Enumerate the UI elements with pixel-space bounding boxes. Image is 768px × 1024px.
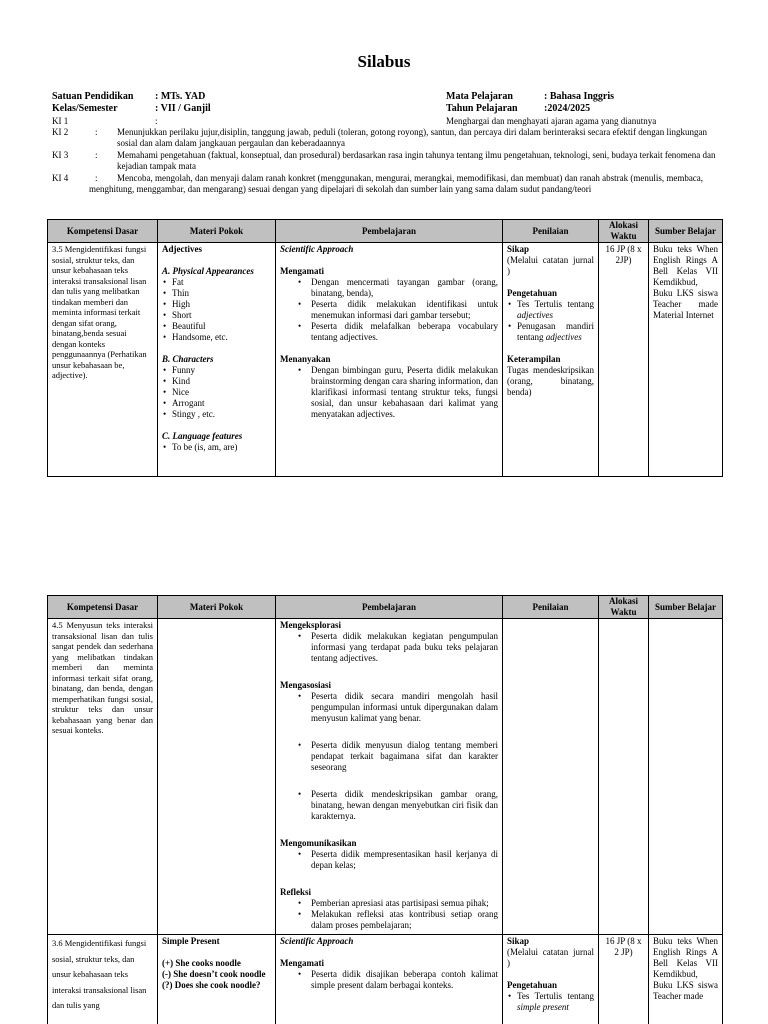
col-kompetensi-dasar: Kompetensi Dasar: [48, 596, 158, 619]
page-title: Silabus: [357, 52, 411, 71]
penilaian-cell: [503, 619, 599, 935]
materi-cell: [158, 619, 276, 935]
table-header-row: [48, 220, 723, 243]
list-item: • Kind: [162, 376, 271, 387]
list-item: • Handsome, etc.: [162, 332, 271, 343]
penilaian-cell: [503, 243, 599, 477]
list-item: • Beautiful: [162, 321, 271, 332]
list-item: • Peserta didik mempresentasikan hasil kerjanya di depan kelas;: [280, 849, 498, 871]
ki-text: Memahami pengetahuan (faktual, konseptual, dan prosedural) berdasarkan rasa ingin tahunya tentang ilmu pengetahuan, teknologi, seni, budaya terkait fenomena dan kejadian tampak mata: [117, 150, 716, 171]
stage-heading: Mengamati: [280, 958, 324, 968]
stage-heading: Mengomunikasikan: [280, 838, 357, 848]
col-alokasi-waktu: Alokasi Waktu: [599, 220, 649, 243]
keterampilan-text: Tugas mendeskripsikan (orang, binatang, benda): [507, 365, 594, 397]
sikap-text: (Melalui catatan jurnal ): [507, 255, 594, 276]
stage-list: [280, 969, 498, 991]
stage-heading: Mengeksplorasi: [280, 620, 342, 630]
formula-line: (-) She doesn’t cook noodle: [162, 969, 266, 979]
stage-list: [280, 277, 498, 343]
list-item: • Stingy , etc.: [162, 409, 271, 420]
ki-text: Mencoba, mengolah, dan menyaji dalam ranah konkret (menggunakan, mengurai, merangkai, memodifikasi, dan membuat) dan ranah abstrak (menulis, membaca, menghitung, menggambar, dan mengarang) sesuai dengan yang dipelajari di sekolah dan sumber lain yang sama dalam sudut pandang/teori: [89, 173, 704, 194]
pembelajaran-cell: [276, 935, 503, 1024]
pengetahuan-list: [507, 299, 594, 343]
pengetahuan-heading: Pengetahuan: [507, 980, 558, 990]
stage-list: [280, 849, 498, 871]
list-item: • Short: [162, 310, 271, 321]
pengetahuan-heading: Pengetahuan: [507, 288, 558, 298]
ki-code: KI 2: [52, 127, 69, 137]
list-item: • Dengan mencermati tayangan gambar (orang, binatang, benda),: [280, 277, 498, 299]
ki-code: KI 4: [52, 173, 69, 183]
school-value: : MTs. YAD: [155, 91, 206, 102]
table-row: [48, 935, 723, 1024]
formula-line: (+) She cooks noodle: [162, 958, 241, 968]
stage-list: [280, 631, 498, 664]
list-item: • Peserta didik disajikan beberapa contoh kalimat simple present dalam berbagai konteks.: [280, 969, 498, 991]
table-row: [48, 619, 723, 935]
subject-value: : Bahasa Inggris: [544, 91, 615, 102]
year-label: Tahun Pelajaran: [446, 103, 518, 114]
col-materi-pokok: Materi Pokok: [158, 596, 276, 619]
syllabus-table-1: [47, 219, 723, 477]
materi-heading: B. Characters: [162, 354, 214, 364]
stage-heading: Refleksi: [280, 887, 311, 897]
col-pembelajaran: Pembelajaran: [276, 220, 503, 243]
list-item: • Funny: [162, 365, 271, 376]
materi-list: [162, 442, 271, 453]
sikap-text: (Melalui catatan jurnal ): [507, 947, 594, 968]
col-sumber-belajar: Sumber Belajar: [649, 220, 723, 243]
materi-title: Simple Present: [162, 936, 220, 946]
year-value: :2024/2025: [544, 103, 591, 114]
list-item: • Nice: [162, 387, 271, 398]
list-item: • Pemberian apresiasi atas partisipasi semua pihak;: [280, 898, 498, 909]
ki-1-row: [52, 116, 717, 127]
ki-text: Menghargai dan menghayati ajaran agama yang dianutnya: [446, 116, 657, 126]
materi-title: Adjectives: [162, 244, 202, 254]
list-item: • Peserta didik secara mandiri mengolah hasil pengumpulan informasi untuk dipergunakan dalam menyusun kalimat yang benar.: [280, 691, 498, 724]
stage-heading: Menanyakan: [280, 354, 331, 364]
list-item: • High: [162, 299, 271, 310]
ki-colon: :: [95, 127, 98, 137]
materi-list: [162, 277, 271, 343]
alokasi-cell: 16 JP (8 x 2JP): [599, 243, 649, 477]
approach-heading: Scientific Approach: [280, 936, 354, 946]
class-value: : VII / Ganjil: [155, 103, 211, 114]
kd-cell: 4.5 Menyusun teks interaksi transaksional lisan dan tulis sangat pendek dan sederhana yang melibatkan tindakan memberi dan meminta informasi terkait sifat orang, binatang, dan benda, dengan memperhatikan fungsi sosial, struktur teks dan unsur kebahasaan yang benar dan sesuai konteks.: [48, 619, 158, 935]
kd-cell: 3.6 Mengidentifikasi fungsi sosial, struktur teks, dan unsur kebahasaan teks interaksi transaksional lisan dan tulis yang: [48, 935, 158, 1024]
materi-cell: [158, 935, 276, 1024]
col-penilaian: Penilaian: [503, 220, 599, 243]
pengetahuan-list: [507, 991, 594, 1013]
col-materi-pokok: Materi Pokok: [158, 220, 276, 243]
subject-label: Mata Pelajaran: [446, 91, 513, 102]
ki-colon: :: [95, 150, 98, 160]
list-item: • Tes Tertulis tentang adjectives: [507, 299, 594, 321]
col-kompetensi-dasar: Kompetensi Dasar: [48, 220, 158, 243]
ki-text: Menunjukkan perilaku jujur,disiplin, tanggung jawab, peduli (toleran, gotong royong), santun, dan percaya diri dalam berinteraksi secara efektif dengan lingkungan sosial dan alam dalam jangkauan pergaulan dan keberadaannya: [117, 127, 707, 148]
col-alokasi-waktu: Alokasi Waktu: [599, 596, 649, 619]
stage-list: [280, 898, 498, 931]
col-pembelajaran: Pembelajaran: [276, 596, 503, 619]
school-label: Satuan Pendidikan: [52, 91, 134, 102]
ki-code: KI 3: [52, 150, 69, 160]
alokasi-cell: 16 JP (8 x 2 JP): [599, 935, 649, 1024]
table-row: [48, 243, 723, 477]
formula-line: (?) Does she cook noodle?: [162, 980, 261, 990]
materi-heading: C. Language features: [162, 431, 243, 441]
pembelajaran-cell: [276, 619, 503, 935]
syllabus-table-2: [47, 595, 723, 1024]
list-item: • Thin: [162, 288, 271, 299]
materi-cell: [158, 243, 276, 477]
stage-heading: Mengamati: [280, 266, 324, 276]
list-item: • To be (is, am, are): [162, 442, 271, 453]
list-item: • Peserta didik mendeskripsikan gambar orang, binatang, hewan dengan menyebutkan ciri fisik dan karakternya.: [280, 789, 498, 822]
kd-cell: 3.5 Mengidentifikasi fungsi sosial, struktur teks, dan unsur kebahasaan teks interaksi transaksional lisan dan tulis yang melibatkan tindakan memberi dan meminta informasi terkait dengan sifat orang, binatang,benda sesuai dengan konteks penggunaannya (Perhatikan unsur kebahasaan be, adjective).: [48, 243, 158, 477]
ki-code: KI 1: [52, 116, 69, 126]
sumber-cell: Buku teks When English Rings A Bell Kelas VII Kemdikbud, Buku LKS siswa Teacher made Material Internet: [649, 243, 723, 477]
col-penilaian: Penilaian: [503, 596, 599, 619]
sikap-heading: Sikap: [507, 244, 530, 254]
materi-list: [162, 365, 271, 420]
list-item: • Dengan bimbingan guru, Peserta didik melakukan brainstorming dengan cara sharing information, dan klarifikasi informasi tentang struktur teks, fungsi sosial, dan unsur kebahasaan dari kalimat yang menyatakan adjectives.: [280, 365, 498, 420]
approach-heading: Scientific Approach: [280, 244, 354, 254]
list-item: • Peserta didik melakukan identifikasi untuk menemukan informasi dari gambar tersebut;: [280, 299, 498, 321]
keterampilan-heading: Keterampilan: [507, 354, 561, 364]
pembelajaran-cell: [276, 243, 503, 477]
penilaian-cell: [503, 935, 599, 1024]
list-item: • Peserta didik menyusun dialog tentang memberi pendapat terkait bagaimana sifat dan karakter seseorang: [280, 740, 498, 773]
list-item: • Fat: [162, 277, 271, 288]
table-header-row: [48, 596, 723, 619]
ki-colon: :: [95, 173, 98, 183]
list-item: • Peserta didik melakukan kegiatan pengumpulan informasi yang terdapat pada buku teks pelajaran tentang adjectives.: [280, 631, 498, 664]
list-item: • Peserta didik melafalkan beberapa vocabulary tentang adjectives.: [280, 321, 498, 343]
class-label: Kelas/Semester: [52, 103, 118, 114]
sumber-cell: [649, 619, 723, 935]
list-item: • Tes Tertulis tentang simple present: [507, 991, 594, 1013]
ki-colon: :: [155, 116, 158, 126]
alokasi-cell: [599, 619, 649, 935]
col-sumber-belajar: Sumber Belajar: [649, 596, 723, 619]
stage-heading: Mengasosiasi: [280, 680, 332, 690]
materi-heading: A. Physical Appearances: [162, 266, 254, 276]
sumber-cell: Buku teks When English Rings A Bell Kelas VII Kemdikbud, Buku LKS siswa Teacher made: [649, 935, 723, 1024]
stage-list: [280, 691, 498, 822]
list-item: • Melakukan refleksi atas kontribusi setiap orang dalam proses pembelajaran;: [280, 909, 498, 931]
list-item: • Penugasan mandiri tentang adjectives: [507, 321, 594, 343]
list-item: • Arrogant: [162, 398, 271, 409]
sikap-heading: Sikap: [507, 936, 530, 946]
stage-list: [280, 365, 498, 420]
